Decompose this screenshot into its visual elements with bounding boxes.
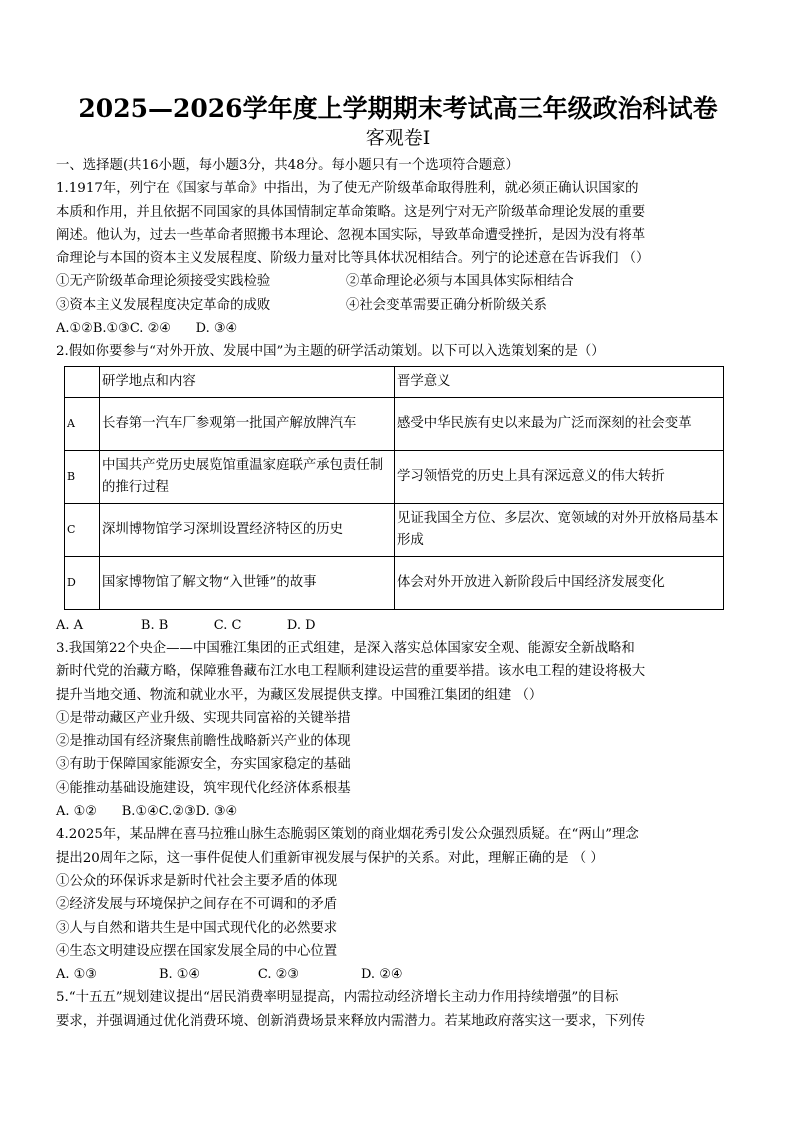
table-cell-location: 国家博物馆了解文物“入世锤”的故事 [100,556,395,609]
table-cell-option: C [65,503,100,556]
question-4-line: 提出20周年之际，这一事件促使人们重新审视发展与保护的关系。对此，理解正确的是 （ ） [56,850,604,866]
table-cell-meaning: 感受中华民族有史以来最为广泛而深刻的社会变革 [395,397,724,450]
statement-3: ③资本主义发展程度决定革命的成败 [56,297,271,313]
table-cell-meaning: 学习领悟党的历史上具有深远意义的伟大转折 [395,450,724,503]
question-2-answers: A. A B. B C. C D. D [56,617,316,633]
question-1-answers: A.①②B.①③C. ②④ D. ③④ [56,321,238,337]
study-plan-table [64,366,724,610]
question-1 [56,177,740,340]
question-5-line: 5.“十五五”规划建议提出“居民消费率明显提高，内需拉动经济增长主动力作用持续增强”的目标 [56,990,619,1006]
table-header-cell: 研学地点和内容 [100,366,395,397]
table-header-row [65,366,724,397]
statement-4: ④生态文明建设应摆在国家发展全局的中心位置 [56,943,338,959]
table-row [65,450,724,503]
statement-1: ①公众的环保诉求是新时代社会主要矛盾的体现 [56,873,338,889]
question-4-line: 4.2025年，某品牌在喜马拉雅山脉生态脆弱区策划的商业烟花秀引发公众强烈质疑。在“两山”理念 [56,827,639,843]
statement-4: ④能推动基础设施建设，筑牢现代化经济体系根基 [56,780,351,796]
statement-2: ②革命理论必须与本国具体实际相结合 [346,274,574,290]
question-3-answers: A. ①② B.①④C.②③D. ③④ [56,804,238,820]
question-2-stem: 2.假如你要参与“对外开放、发展中国”为主题的研学活动策划。以下可以入选策划案的是（） [56,344,605,360]
question-5 [56,986,740,1033]
table-row [65,503,724,556]
table-cell-option: D [65,556,100,609]
exam-subtitle: 客观卷Ⅰ [365,127,431,149]
question-4 [56,823,740,986]
table-row [65,556,724,609]
question-3 [56,637,740,823]
table-cell-option: B [65,450,100,503]
question-1-statements [56,270,740,317]
table-cell-meaning: 体会对外开放进入新阶段后中国经济发展变化 [395,556,724,609]
statement-2: ②是推动国有经济聚焦前瞻性战略新兴产业的体现 [56,734,351,750]
section-heading: 一、选择题(共16小题，每小题3分，共48分。每小题只有一个选项符合题意） [56,158,519,173]
question-2 [56,340,740,637]
question-3-line: 新时代党的治藏方略，保障雅鲁藏布江水电工程顺利建设运营的重要举措。该水电工程的建设将极大 [56,664,646,680]
question-5-line: 要求，并强调通过优化消费环境、创新消费场景来释放内需潜力。若某地政府落实这一要求，下列传 [56,1013,646,1029]
statement-4: ④社会变革需要正确分析阶级关系 [346,297,547,313]
table-header-cell [65,366,100,397]
statement-1: ①无产阶级革命理论须接受实践检验 [56,274,271,290]
table-cell-location: 深圳博物馆学习深圳设置经济特区的历史 [100,503,395,556]
table-header-cell: 晋学意义 [395,366,724,397]
statement-3: ③有助于保障国家能源安全，夯实国家稳定的基础 [56,757,351,773]
table-cell-location: 中国共产党历史展览馆重温家庭联产承包责任制的推行过程 [100,450,395,503]
table-cell-location: 长春第一汽车厂参观第一批国产解放牌汽车 [100,397,395,450]
question-1-line: 1.1917年，列宁在《国家与革命》中指出，为了使无产阶级革命取得胜利，就必须正确认识国家的 [56,181,639,197]
table-cell-meaning: 见证我国全方位、多层次、宽领域的对外开放格局基本形成 [395,503,724,556]
question-1-line: 命理论与本国的资本主义发展程度、阶级力量对比等具体状况相结合。列宁的论述意在告诉我们 （） [56,251,650,267]
question-3-line: 提升当地交通、物流和就业水平，为藏区发展提供支撑。中国雅江集团的组建 （） [56,687,543,703]
question-3-line: 3.我国第22个央企——中国雅江集团的正式组建，是深入落实总体国家安全观、能源安全新战略和 [56,640,635,656]
table-cell-option: A [65,397,100,450]
exam-page [56,92,740,1033]
exam-title: 2025—2026学年度上学期期末考试高三年级政治科试卷 [78,94,718,123]
question-1-line: 阐述。他认为，过去一些革命者照搬书本理论、忽视本国实际，导致革命遭受挫折，是因为没有将革 [56,227,646,243]
table-row [65,397,724,450]
statement-1: ①是带动藏区产业升级、实现共同富裕的关键举措 [56,710,351,726]
statement-3: ③人与自然和谐共生是中国式现代化的必然要求 [56,920,338,936]
question-4-answers: A. ①③ B. ①④ C. ②③ D. ②④ [56,967,403,983]
statement-2: ②经济发展与环境保护之间存在不可调和的矛盾 [56,897,338,913]
question-1-line: 本质和作用，并且依据不同国家的具体国情制定革命策略。这是列宁对无产阶级革命理论发展的重要 [56,204,646,220]
